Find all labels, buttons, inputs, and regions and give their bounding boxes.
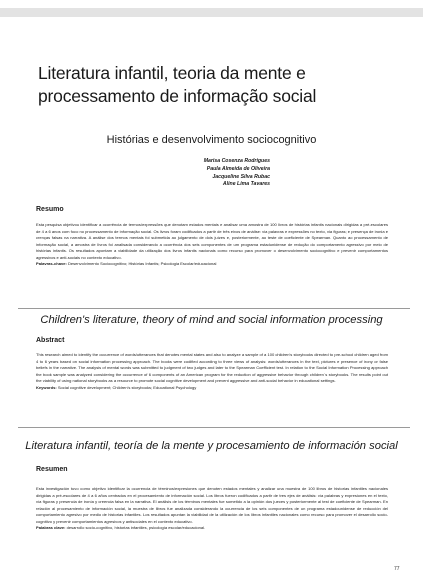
section-divider xyxy=(18,427,410,428)
resumo-body xyxy=(36,222,388,268)
resumen-keywords-label: Palabras clave: xyxy=(36,525,66,531)
abstract-text: This research aimed to identify the occurrence of words/utterances that denotes mental states and also to analyze a sample of a 100 children's storybooks directed to pre-school children aged from 4 to 6 years based on social information processing approach. The books were codified according to three views of analysis: words/utterances in the text, pictures e presence of irony or false beliefs in the narrative. The analysis of mental words was submitted to judgment of two judges and later to the Spearman Coefficient test. In relation to the Social Information Processing approach the book sample was analyzed considering the occurrence of 6 components of an American program for the reduction of aggressive behavior through children´s storybooks. The results point out the viability of using national storybooks as a resource to promote social cognitive development and prevent aggressive and anti-social behavior in educational settings. xyxy=(36,352,388,384)
abstract-keywords-label: Keywords: xyxy=(36,384,57,390)
english-title: Children's literature, theory of mind and social information processing xyxy=(40,314,383,326)
abstract-keywords: Social cognitive development; Children's storybooks; Educational Psychology xyxy=(57,384,197,390)
resumo-keywords: Desenvolvimento Sociocognitivo; Histórias Infantis; Psicologia Escolar/educacional xyxy=(67,261,217,267)
resumo-heading: Resumo xyxy=(36,206,64,213)
resumen-heading: Resumen xyxy=(36,466,68,473)
resumen-text: Esta investigación tuvo como objetivo identificar la ocurrencia de términos/expresiones que denoten estados mentales y analizar una muestra de 100 libros de historias infantiles nacionales dirigidas a pré-escolares de 4 a 6 años centrados en el procesamiento de información social. Los libros fueron codificados a partir de tres ejes de análisis: vía palabras y expresiones en el texto, vía figuras y presencia de ironía y creencia falsa en la narrativa. El análisis de los términos mentales fue sometido a la opinión dos jueces y posteriormente al test de coeficiente de Spearman. En relación al procesamiento de información social, la muestra de libros fue analizada considerando la ocurrencia de los seis componentes de un programa estadounidense de reducción del comportamiento agresivo por medio de historias infantiles. Los resultados apuntan la viabilidad de la utilización de los libros infantiles nacionales como recurso para promover el desarrollo socio-cognitivo y prevenir comportamientos agresivos y antisociales en el contexto educativo. xyxy=(36,486,388,524)
spanish-title: Literatura infantil, teoría de la mente y procesamiento de información social xyxy=(25,440,398,452)
page-number: 77 xyxy=(394,566,400,572)
abstract-body xyxy=(36,352,388,391)
author-list xyxy=(150,158,270,189)
author-name: Paula Almeida de Oliveira xyxy=(206,165,270,172)
resumen-keywords: desarrollo socio-cognitivo, historias infantiles, psicología escolar/educacional. xyxy=(66,525,206,531)
resumo-keywords-label: Palavras-chave: xyxy=(36,261,67,267)
author-name: Aline Lima Tavares xyxy=(222,181,270,188)
article-title: Literatura infantil, teoria da mente e processamento de informação social xyxy=(38,63,317,106)
section-divider xyxy=(18,308,410,309)
resumen-body xyxy=(36,486,388,532)
article-subtitle: Histórias e desenvolvimento sociocognitivo xyxy=(106,134,317,146)
abstract-heading: Abstract xyxy=(36,337,65,344)
header-band xyxy=(0,8,423,17)
author-name: Jacqueline Silva Rubac xyxy=(212,173,270,180)
author-name: Marisa Cosenza Rodrigues xyxy=(203,158,270,164)
resumo-text: Esta pesquisa objetivou identificar a ocorrência de termos/expressões que denotam estados mentais e analisar uma amostra de 100 livros de histórias infantis nacionais dirigidas a pré-escolares de 4 a 6 anos com foco no processamento de informação social. Os livros foram codificados a partir de três eixos de análise: via palavras e expressões no texto, via figuras; e presença de ironia e crenças falsas na narrativa. A análise dos termos mentais foi submetida ao julgamento de dois juízes e, posteriormente, ao teste de coeficiente de Spearman. Quanto ao processamento de informação social, a amostra de livros foi analisada considerando a ocorrência dos seis componentes de um programa estadunidense de redução do comportamento agressivo por meio de histórias infantis. Os resultados apontam a viabilidade da utilização dos livros infantis nacionais como recurso para promover o desenvolvimento sociocognitivo e prevenir comportamentos agressivos e anti-sociais no contexto educativo. xyxy=(36,222,388,260)
